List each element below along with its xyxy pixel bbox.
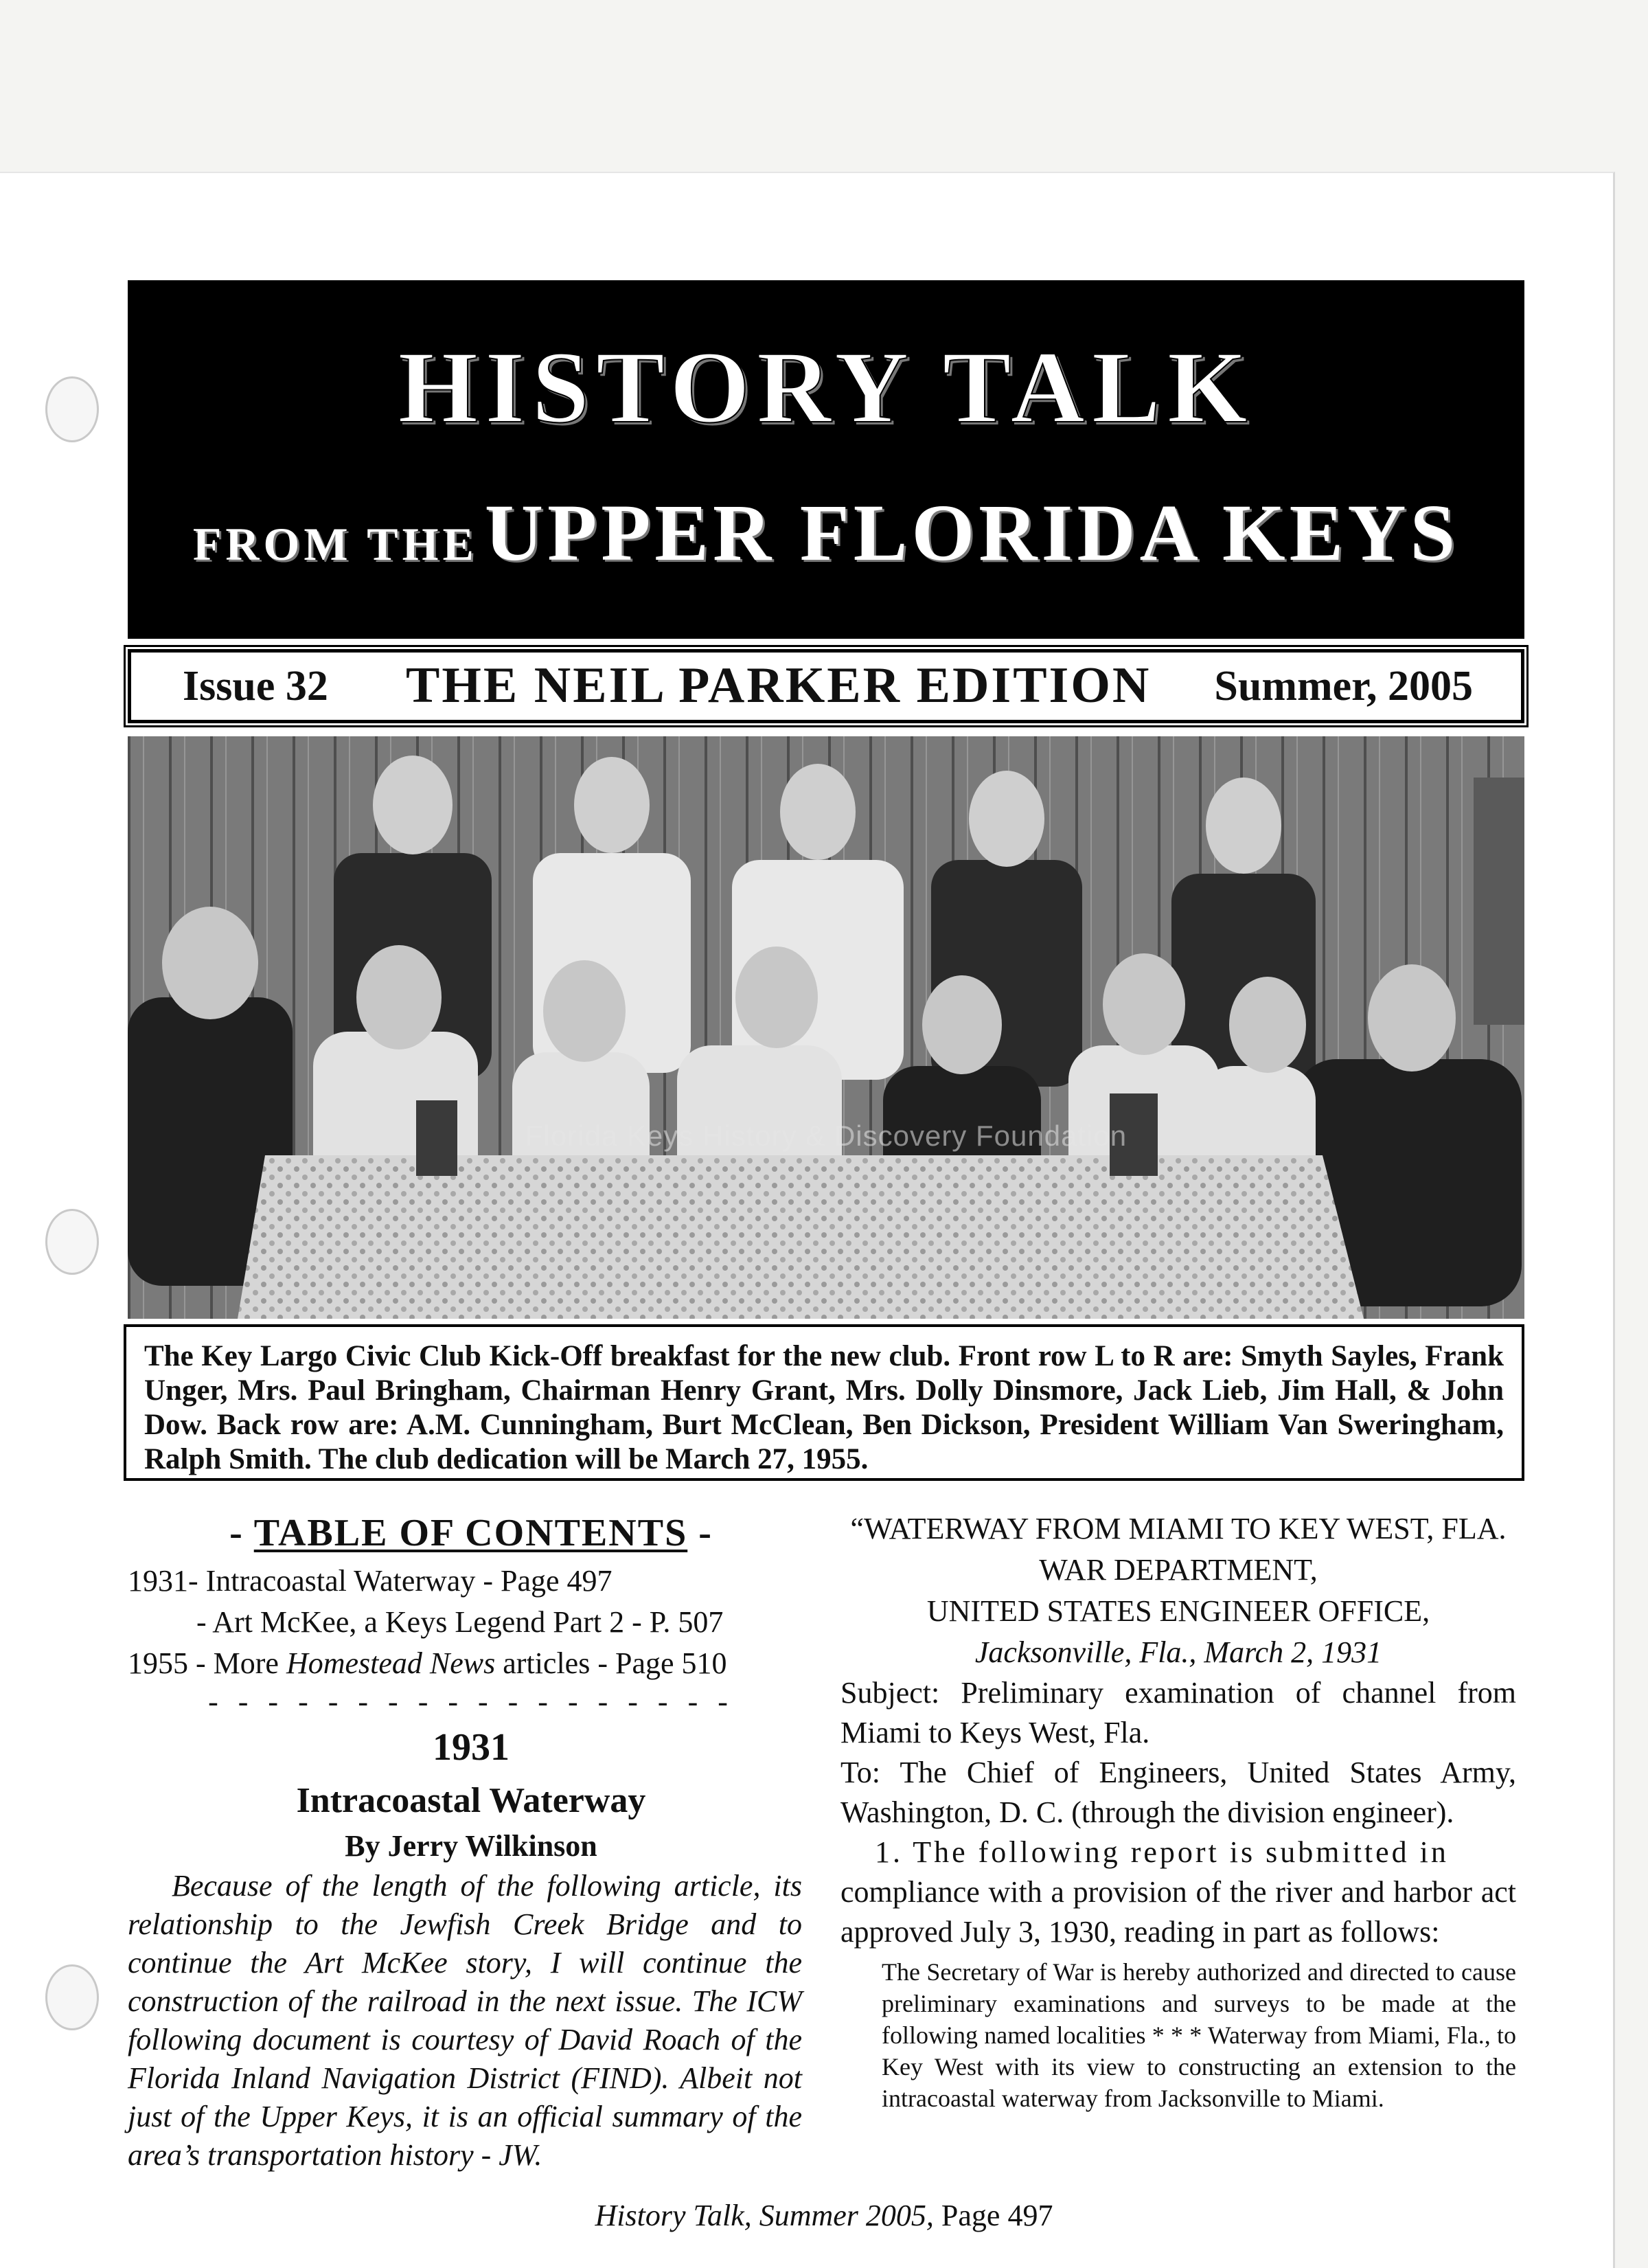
toc-title bbox=[128, 1511, 814, 1555]
toc-title-text: TABLE OF CONTENTS bbox=[253, 1512, 688, 1554]
issue-number: Issue 32 bbox=[183, 663, 328, 710]
article-byline: By Jerry Wilkinson bbox=[345, 1829, 597, 1863]
toc-divider: - - - - - - - - - - - - - - - - - - bbox=[208, 1685, 734, 1719]
toc-entry-text: articles - Page 510 bbox=[495, 1646, 727, 1680]
document-recipient: To: The Chief of Engineers, United States Army, Washington, D. C. (through the division engineer). bbox=[840, 1756, 1516, 1829]
edition-title: THE NEIL PARKER EDITION bbox=[406, 657, 1152, 714]
issue-season: Summer, 2005 bbox=[1214, 663, 1473, 710]
article-intro: Because of the length of the following article, its relationship to the Jewfish Creek Bridge and to continue the Art McKee story, I will continue the construction of the railroad in the next issue. The ICW following document is courtesy of David Roach of the Florida Inland Navigation District (FIND). Albeit not just of the Upper Keys, it is an official summary of the area’s transportation history - JW. bbox=[128, 1869, 802, 2172]
footer-publication: History Talk, Summer 2005, bbox=[595, 2199, 934, 2232]
document-column bbox=[840, 1508, 1516, 2114]
punch-hole bbox=[45, 1964, 99, 2030]
toc-entry: - Art McKee, a Keys Legend Part 2 - P. 507 bbox=[196, 1605, 724, 1639]
toc-title-suffix: - bbox=[687, 1512, 713, 1554]
punch-hole bbox=[45, 376, 99, 442]
masthead-subtitle bbox=[128, 486, 1524, 580]
group-photo bbox=[128, 736, 1524, 1319]
article-year: 1931 bbox=[433, 1726, 510, 1769]
document-paragraph-lead: 1. The following report is submitted in bbox=[875, 1835, 1449, 1869]
group-photo-image bbox=[128, 736, 1524, 1319]
toc-entry: 1931- Intracoastal Waterway - Page 497 bbox=[128, 1564, 613, 1598]
document-heading: “WATERWAY FROM MIAMI TO KEY WEST, FLA. bbox=[850, 1512, 1507, 1545]
masthead-region: UPPER FLORIDA KEYS bbox=[484, 488, 1460, 578]
photo-caption: The Key Largo Civic Club Kick-Off breakfast for the new club. Front row L to R are: Smyth Sayles, Frank Unger, Mrs. Paul Bringham, Chairman Henry Grant, Mrs. Dolly Dinsmore, Jack Lieb, Jim Hall, & John Dow. Back row are: A.M. Cunningham, Burt McClean, Ben Dickson, President William Van Sweringham, Ralph Smith. The club dedication will be March 27, 1955. bbox=[124, 1324, 1524, 1481]
masthead-title: HISTORY TALK bbox=[398, 330, 1255, 444]
photo-watermark: Florida Keys History & Discovery Foundation bbox=[525, 1120, 1128, 1152]
document-subject: Subject: Preliminary examination of channel from Miami to Keys West, Fla. bbox=[840, 1676, 1516, 1749]
document-heading: UNITED STATES ENGINEER OFFICE, bbox=[926, 1594, 1430, 1628]
document-heading: WAR DEPARTMENT, bbox=[1039, 1553, 1318, 1587]
document-quote: The Secretary of War is hereby authorized and directed to cause preliminary examinations and surveys to be made at the following named localities * * * Waterway from Miami, Fla., to Key West with its view to constructing an extension to the intracoastal waterway from Jacksonville to Miami. bbox=[882, 1958, 1516, 2112]
issue-bar bbox=[128, 649, 1524, 723]
toc-entry bbox=[128, 1643, 814, 1684]
table-of-contents bbox=[128, 1511, 814, 1719]
page-footer bbox=[0, 2198, 1648, 2233]
punch-hole bbox=[45, 1209, 99, 1275]
document-dateline: Jacksonville, Fla., March 2, 1931 bbox=[974, 1635, 1382, 1669]
toc-title-prefix: - bbox=[229, 1512, 254, 1554]
masthead-from-the: FROM THE bbox=[192, 518, 478, 570]
document-paragraph: compliance with a provision of the river and harbor act approved July 3, 1930, reading in part as follows: bbox=[840, 1875, 1516, 1949]
footer-page-number: Page 497 bbox=[933, 2199, 1053, 2232]
toc-entry-text: 1955 - More bbox=[128, 1646, 286, 1680]
toc-entry-italic: Homestead News bbox=[286, 1646, 496, 1680]
masthead-banner bbox=[128, 280, 1524, 639]
article-title: Intracoastal Waterway bbox=[296, 1781, 646, 1820]
